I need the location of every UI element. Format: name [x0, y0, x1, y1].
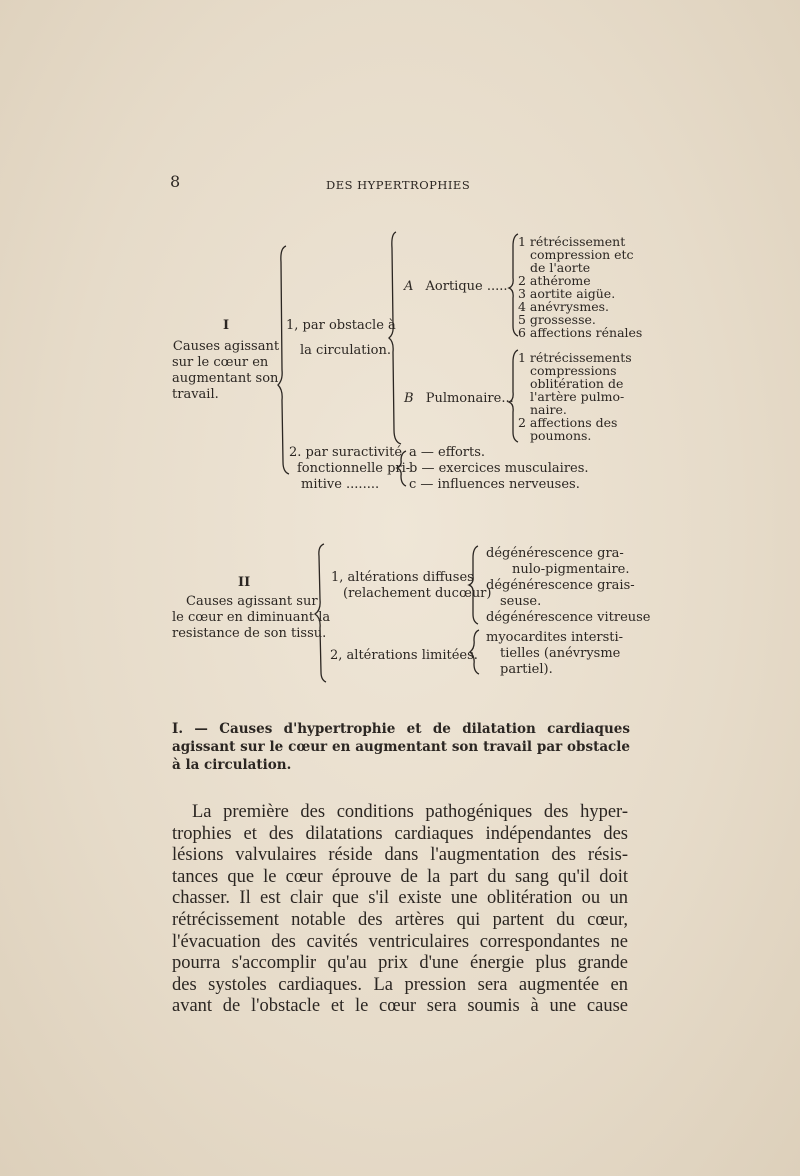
- aortic-item: de l'aorte: [530, 260, 591, 275]
- pulmonaire-text: Pulmonaire...: [425, 391, 514, 406]
- aortique-text: Aortique .....: [425, 279, 508, 294]
- diffuses-item: dégénérescence gra-: [486, 546, 624, 561]
- page-number: 8: [170, 172, 181, 191]
- pulm-item: naire.: [530, 402, 567, 417]
- pulm-item: 1 rétrécissements: [518, 350, 632, 365]
- diffuses-items: [486, 546, 651, 626]
- limitees-item: tielles (anévrysme: [500, 646, 621, 661]
- aortic-item: 6 affections rénales: [518, 325, 643, 340]
- pulm-item: compressions: [530, 363, 617, 378]
- aortic-item: 2 athérome: [518, 273, 591, 288]
- limitees-item: myocardites intersti-: [486, 630, 624, 645]
- cause-line: travail.: [172, 387, 219, 402]
- running-head: DES HYPERTROPHIES: [326, 178, 471, 192]
- cause-line: augmentant son: [172, 371, 279, 386]
- aortique-label: [404, 279, 508, 295]
- diffuses-item: seuse.: [500, 594, 542, 609]
- table2-cause: [172, 594, 330, 642]
- pulm-item: oblitération de: [530, 376, 624, 391]
- suractivite-line: fonctionnelle pri-: [297, 461, 411, 476]
- pulm-item: l'artère pulmo-: [530, 389, 625, 404]
- body-line: lésions valvulaires réside dans l'augmentation des résis-: [172, 845, 628, 866]
- pulmonaire-label: [404, 391, 514, 407]
- brace-obstacle: [389, 232, 401, 444]
- table2-roman: II: [238, 575, 251, 590]
- diffuses-item: dégénérescence grais-: [486, 578, 635, 593]
- brace-aortic: [509, 234, 518, 336]
- diffuses-item: dégénérescence vitreuse: [486, 610, 651, 625]
- suractivite-item: b — exercices musculaires.: [409, 461, 589, 476]
- diffuses-item: nulo-pigmentaire.: [512, 562, 630, 577]
- cause-line: Causes agissant sur: [186, 594, 318, 609]
- body-line: trophies et des dilatations cardiaques indépendantes des: [172, 823, 628, 844]
- suractivite-item: a — efforts.: [409, 445, 486, 460]
- body-text: [172, 802, 628, 1018]
- cause-line: Causes agissant: [172, 339, 280, 354]
- table1-roman: I: [223, 318, 230, 333]
- aortic-item: compression etc: [530, 247, 634, 262]
- pulm-item: poumons.: [530, 428, 592, 443]
- alt-diffuses: [331, 570, 491, 602]
- pulm-item: 2 affections des: [518, 415, 618, 430]
- table1-cause: [172, 339, 280, 403]
- obstacle-line-1: 1, par obstacle à: [286, 318, 396, 333]
- pulmonaire-letter: B: [404, 391, 414, 406]
- alt-diffuses-line: 1, altérations diffuses: [331, 570, 474, 585]
- pulmonary-items: [518, 351, 632, 442]
- aortic-items: [518, 235, 642, 339]
- body-line: rétrécissement notable des artères qui partent du cœur,: [172, 909, 628, 930]
- suractivite-items: [409, 445, 589, 493]
- body-line: tances que le cœur éprouve de la part du sang qu'il doit: [172, 866, 628, 887]
- limitees-items: [486, 630, 623, 678]
- body-line: pourra s'accomplir qu'au prix d'une énergie plus grande: [172, 953, 628, 974]
- body-line: l'évacuation des cavités ventriculaires correspondantes ne: [172, 931, 628, 952]
- suractivite-line: mitive ........: [301, 477, 380, 492]
- suractivite-item: c — influences nerveuses.: [409, 477, 580, 492]
- limitees-item: partiel).: [500, 662, 553, 677]
- alt-limitees: 2, altérations limitées.: [330, 648, 478, 663]
- aortic-item: 3 aortite aigüe.: [518, 286, 616, 301]
- aortique-letter: A: [404, 279, 414, 294]
- cause-line: resistance de son tissu.: [172, 626, 327, 641]
- cause-line: le cœur en diminuant la: [172, 610, 331, 625]
- aortic-item: 5 grossesse.: [518, 312, 596, 327]
- aortic-item: 1 rétrécissement: [518, 234, 626, 249]
- body-line: La première des conditions pathogéniques des hyper-: [192, 802, 628, 822]
- alt-diffuses-line: (relachement ducœur): [343, 586, 492, 601]
- body-line: chasser. Il est clair que s'il existe une oblitération ou un: [172, 888, 628, 909]
- aortic-item: 4 anévrysmes.: [518, 299, 609, 314]
- section-heading: I. — Causes d'hypertrophie et de dilatation cardiaques agissant sur le cœur en augmentant son travail par obstacle à la circulation.: [172, 721, 630, 773]
- body-line: avant de l'obstacle et le cœur sera soumis à une cause: [172, 996, 628, 1017]
- cause-line: sur le cœur en: [172, 355, 269, 370]
- body-line: des systoles cardiaques. La pression sera augmentée en: [172, 974, 628, 995]
- suractivite-line: 2. par suractivité: [289, 445, 403, 460]
- obstacle-line-2: la circulation.: [300, 343, 391, 358]
- suractivite: [289, 445, 410, 493]
